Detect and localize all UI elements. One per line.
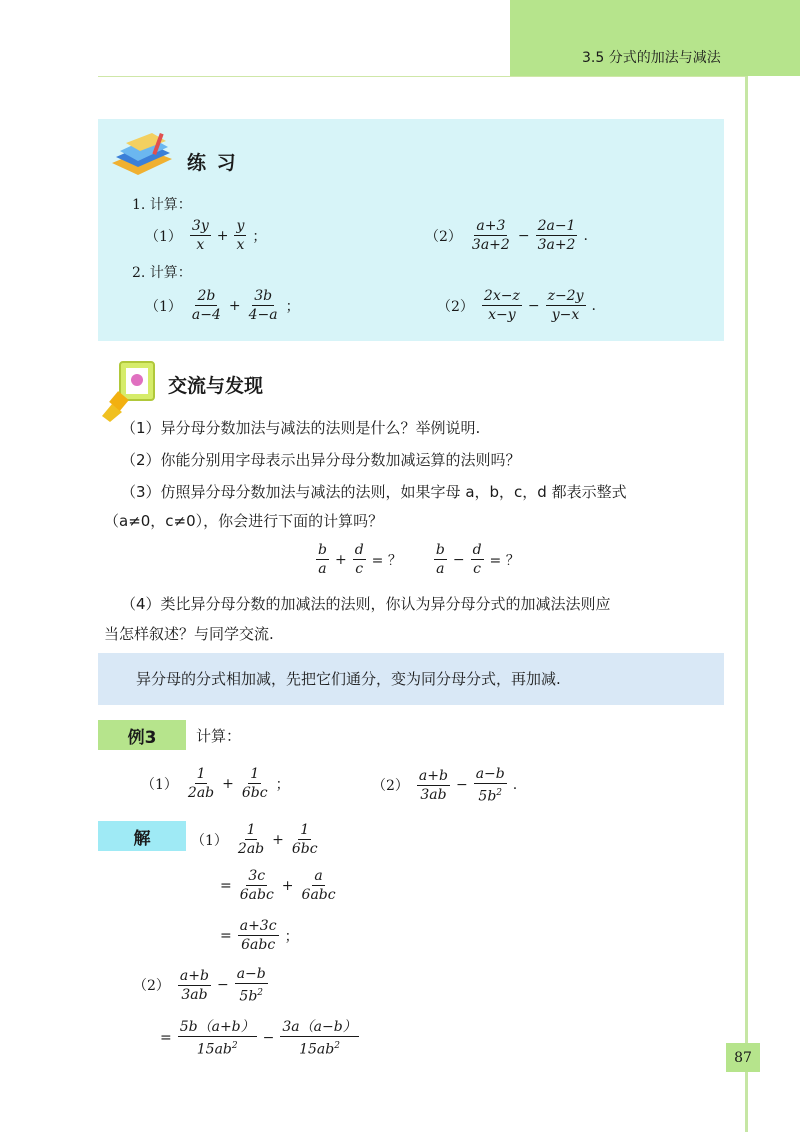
discuss-title: 交流与发现 xyxy=(168,375,264,397)
section-title: 3.5 分式的加法与减法 xyxy=(582,50,721,66)
q1-part1: （1） $\frac{3y}{x}$ + $\frac{y}{x}$ ； xyxy=(145,218,267,253)
fraction: $\frac{2x-z}{x-y}$ xyxy=(483,288,520,323)
fraction: $\frac{2a-1}{3a+2}$ xyxy=(537,218,576,253)
exercise-title: 练 习 xyxy=(187,152,238,174)
rule-text: 异分母的分式相加减，先把它们通分，变为同分母分式，再加减. xyxy=(136,670,561,688)
fraction: $\frac{1}{2ab}$ xyxy=(187,766,215,801)
fraction: $\frac{3a(a-b)}{15ab^2}$ xyxy=(282,1019,357,1058)
q2-label: 2. 计算： xyxy=(132,265,192,281)
fraction: $\frac{3b}{4-a}$ xyxy=(248,288,278,323)
example-tag: 例3 xyxy=(98,720,186,750)
fraction: $\frac{1}{2ab}$ xyxy=(237,822,265,857)
fraction: $\frac{2b}{a-4}$ xyxy=(191,288,221,323)
solution-step4: （2） $\frac{a+b}{3ab}$ − $\frac{a-b}{5b^2}$ xyxy=(133,966,266,1005)
q1-part2: （2） $\frac{a+3}{3a+2}$ − $\frac{2a-1}{3a+2}$ . xyxy=(425,218,588,253)
discuss-p2: （2）你能分别用字母表示出异分母分数加减运算的法则吗？ xyxy=(121,451,521,469)
discuss-formulas: $\frac{b}{a}$ + $\frac{d}{c}$ = ？ $\frac{b}{a}$ − $\frac{d}{c}$ = ？ xyxy=(318,542,520,577)
fraction: $\frac{a+b}{3ab}$ xyxy=(418,767,448,803)
fraction: $\frac{1}{6bc}$ xyxy=(241,766,268,801)
fraction: $\frac{a+3c}{\text{6abc}}$ xyxy=(239,918,277,953)
discuss-p1: （1）异分母分数加法与减法的法则是什么？举例说明. xyxy=(121,419,481,437)
page-number: 87 xyxy=(726,1043,760,1072)
fraction: $\frac{d}{c}$ xyxy=(472,542,482,577)
fraction: $\frac{d}{c}$ xyxy=(354,542,364,577)
example-part2: （2） $\frac{a+b}{3ab}$ − $\frac{a-b}{5b^2}$ . xyxy=(372,766,518,805)
q1-label: 1. 计算： xyxy=(132,197,192,213)
fraction: $\frac{1}{6bc}$ xyxy=(291,822,318,857)
header-divider xyxy=(98,76,748,77)
solution-step5: = $\frac{5b(a+b)}{15ab^2}$ − $\frac{3a(a-b)}{15ab^2}$ xyxy=(160,1019,357,1058)
solution-step3: = $\frac{a+3c}{\text{6abc}}$ ； xyxy=(220,918,299,953)
discuss-p4-line2: 当怎样叙述？与同学交流. xyxy=(104,625,274,643)
fraction: $\frac{a}{\text{6abc}}$ xyxy=(301,868,336,903)
fraction: $\frac{3c}{\text{6abc}}$ xyxy=(239,868,274,903)
discuss-p3-line2: （a≠0，c≠0），你会进行下面的计算吗？ xyxy=(104,512,384,530)
fraction: $\frac{b}{a}$ xyxy=(435,542,445,577)
fraction: $\frac{3y}{x}$ xyxy=(191,218,209,253)
solution-tag: 解 xyxy=(98,821,186,851)
example-prompt: 计算： xyxy=(196,727,242,745)
magnifier-icon xyxy=(98,358,160,422)
q2-part1: （1） $\frac{2b}{a-4}$ + $\frac{3b}{4-a}$ ； xyxy=(145,288,300,323)
discuss-p3-line1: （3）仿照异分母分数加法与减法的法则，如果字母 a，b，c，d 都表示整式 xyxy=(121,483,627,501)
fraction: $\frac{a+b}{3ab}$ xyxy=(179,967,209,1003)
q2-part2: （2） $\frac{2x-z}{x-y}$ − $\frac{z-2y}{y-x}$ . xyxy=(437,288,596,323)
fraction: $\frac{a-b}{5b^2}$ xyxy=(236,966,266,1005)
example-part1: （1） $\frac{1}{2ab}$ + $\frac{1}{6bc}$ ； xyxy=(141,766,290,801)
fraction: $\frac{a-b}{5b^2}$ xyxy=(475,766,505,805)
fraction: $\frac{z-2y}{y-x}$ xyxy=(547,288,584,323)
solution-step1: （1） $\frac{1}{2ab}$ + $\frac{1}{6bc}$ xyxy=(191,822,318,857)
fraction: $\frac{b}{a}$ xyxy=(318,542,327,577)
fraction: $\frac{y}{x}$ xyxy=(236,218,245,253)
fraction: $\frac{5b(a+b)}{15ab^2}$ xyxy=(179,1019,255,1058)
fraction: $\frac{a+3}{3a+2}$ xyxy=(471,218,510,253)
right-margin-rule xyxy=(745,76,748,1132)
book-icon xyxy=(106,129,178,177)
discuss-p4-line1: （4）类比异分母分数的加减法的法则，你认为异分母分式的加减法法则应 xyxy=(121,595,611,613)
solution-step2: = $\frac{3c}{\text{6abc}}$ + $\frac{a}{\text{6abc}}$ xyxy=(220,868,336,903)
